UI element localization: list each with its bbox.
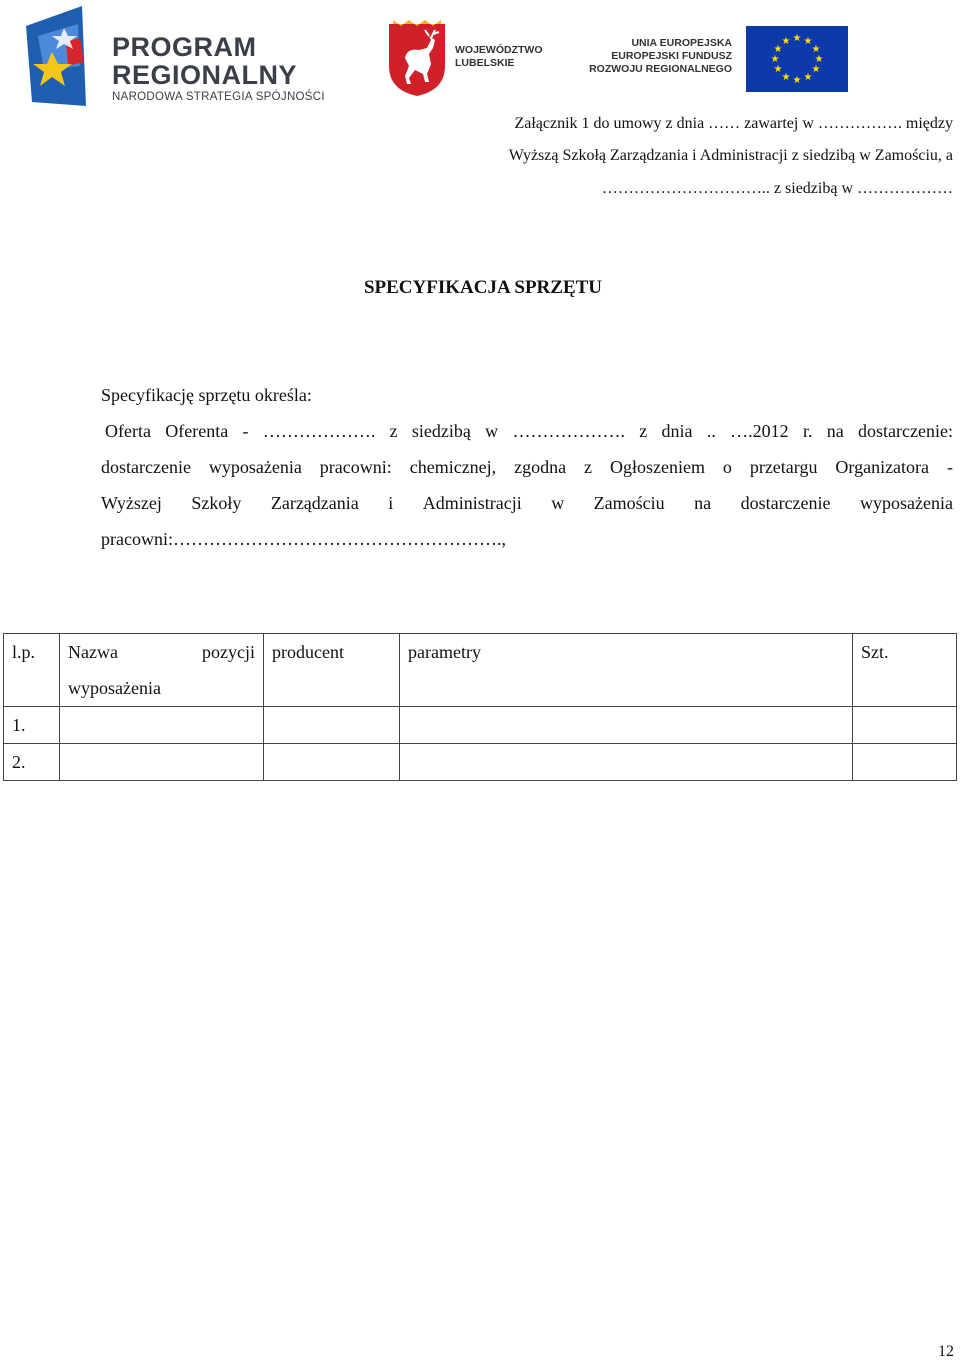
svg-text:★: ★: [773, 44, 783, 55]
svg-text:★: ★: [792, 75, 802, 86]
body-word: dostarczenie: [740, 493, 831, 513]
row-qty: [853, 707, 957, 744]
lubelskie-logo-line2: LUBELSKIE: [455, 57, 515, 69]
offer-line-text: Oferta Oferenta - ………………. z siedzibą w ………………. z dnia .. ….2012 r. na dostarczenie:: [105, 421, 953, 441]
header-lp: l.p.: [4, 634, 60, 707]
body-word: z: [584, 457, 593, 477]
program-logo-line2: REGIONALNY: [112, 60, 298, 90]
annex-line-3: ………………………….. z siedzibą w ………………: [601, 180, 953, 197]
table-header-row: [4, 634, 957, 707]
svg-text:★: ★: [781, 72, 791, 83]
body-word: w: [551, 493, 565, 513]
header-qty: Szt.: [853, 634, 957, 707]
row-params: [400, 707, 853, 744]
eu-flag-icon: [746, 26, 848, 92]
body-word: Zamościu: [593, 493, 665, 513]
row-params: [400, 744, 853, 781]
header-producer: producent: [264, 634, 400, 707]
row-lp: 2.: [4, 744, 60, 781]
page-number: 12: [938, 1343, 954, 1360]
body-word: dostarczenie: [101, 457, 191, 477]
offer-line: [105, 420, 953, 442]
table-row: [4, 707, 957, 744]
svg-text:★: ★: [811, 44, 821, 55]
svg-text:★: ★: [773, 64, 783, 75]
body-word: zgodna: [514, 457, 567, 477]
row-producer: [264, 744, 400, 781]
program-logo-line1: PROGRAM: [112, 32, 257, 62]
row-lp: 1.: [4, 707, 60, 744]
annex-line-1: Załącznik 1 do umowy z dnia …… zawartej w ……………. między: [514, 115, 953, 132]
header-name: [60, 634, 264, 707]
body-word: wyposażenia: [860, 493, 953, 513]
program-logo-line3: NARODOWA STRATEGIA SPÓJNOŚCI: [112, 91, 325, 103]
eu-fund-logo: [588, 24, 850, 92]
row-qty: [853, 744, 957, 781]
eu-logo-line2: EUROPEJSKI FUNDUSZ: [611, 50, 732, 62]
program-regionalny-logo: [22, 6, 342, 110]
annex-line-2: Wyższą Szkołą Zarządzania i Administracji z siedzibą w Zamościu, a: [508, 147, 953, 164]
page-title: SPECYFIKACJA SPRZĘTU: [363, 277, 603, 298]
eu-logo-line1: UNIA EUROPEJSKA: [631, 37, 732, 49]
header-name-word3: wyposażenia: [68, 678, 161, 698]
body-word: Organizatora: [835, 457, 930, 477]
body-word: Zarządzania: [270, 493, 359, 513]
svg-text:★: ★: [803, 72, 813, 83]
eu-logo-line3: ROZWOJU REGIONALNEGO: [589, 63, 732, 75]
wojewodztwo-lubelskie-logo: [385, 18, 555, 98]
equipment-table: [3, 633, 957, 781]
body-word: przetargu: [749, 457, 818, 477]
body-line-3: [101, 492, 953, 514]
row-producer: [264, 707, 400, 744]
lubelskie-logo-line1: WOJEWÓDZTWO: [455, 44, 543, 56]
svg-text:★: ★: [803, 36, 813, 47]
body-word: Ogłoszeniem: [609, 457, 705, 477]
header-name-word2: pozycji: [202, 642, 255, 662]
body-word: -: [946, 457, 953, 477]
body-line-4: pracowni:……………………………………………….,: [101, 529, 506, 549]
table-row: [4, 744, 957, 781]
body-line-2: [101, 456, 953, 478]
body-word: Wyższej: [101, 493, 162, 513]
header-name-word1: Nazwa: [68, 642, 118, 662]
body-word: o: [722, 457, 732, 477]
row-name: [60, 744, 264, 781]
program-regionalny-emblem-icon: [22, 6, 110, 110]
body-word: i: [388, 493, 394, 513]
body-word: chemicznej,: [409, 457, 497, 477]
body-word: pracowni:: [319, 457, 392, 477]
svg-text:★: ★: [792, 33, 802, 44]
spec-intro: Specyfikację sprzętu określa:: [101, 385, 312, 405]
lubelskie-coat-of-arms-icon: [385, 18, 449, 98]
body-word: Administracji: [422, 493, 522, 513]
body-word: Szkoły: [191, 493, 242, 513]
header-params: parametry: [400, 634, 853, 707]
svg-text:★: ★: [770, 54, 780, 65]
body-word: na: [694, 493, 712, 513]
body-word: wyposażenia: [208, 457, 302, 477]
svg-text:★: ★: [781, 36, 791, 47]
svg-text:★: ★: [814, 54, 824, 65]
row-name: [60, 707, 264, 744]
svg-text:★: ★: [811, 64, 821, 75]
